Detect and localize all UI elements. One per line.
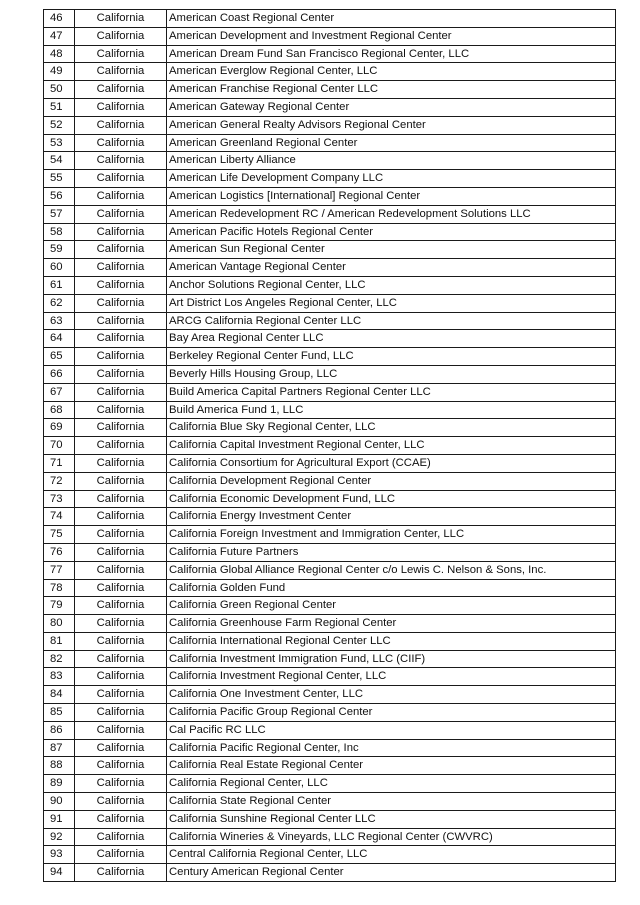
center-name-cell: California Energy Investment Center [167,508,616,526]
row-number-cell: 64 [44,330,75,348]
state-cell: California [75,348,167,366]
table-row [44,615,616,633]
state-cell: California [75,312,167,330]
table-row [44,365,616,383]
table-row [44,205,616,223]
state-cell: California [75,668,167,686]
row-number-cell: 81 [44,632,75,650]
table-row [44,543,616,561]
center-name-cell: California Consortium for Agricultural Export (CCAE) [167,454,616,472]
row-number-cell: 77 [44,561,75,579]
row-number-cell: 78 [44,579,75,597]
table-row [44,419,616,437]
state-cell: California [75,561,167,579]
center-name-cell: American Everglow Regional Center, LLC [167,63,616,81]
table-row [44,294,616,312]
table-row [44,526,616,544]
table-row [44,775,616,793]
state-cell: California [75,241,167,259]
state-cell: California [75,579,167,597]
center-name-cell: California Investment Regional Center, LLC [167,668,616,686]
center-name-cell: California Golden Fund [167,579,616,597]
state-cell: California [75,793,167,811]
row-number-cell: 63 [44,312,75,330]
table-row [44,241,616,259]
state-cell: California [75,597,167,615]
center-name-cell: American Vantage Regional Center [167,259,616,277]
state-cell: California [75,543,167,561]
row-number-cell: 86 [44,721,75,739]
row-number-cell: 62 [44,294,75,312]
table-row [44,10,616,28]
row-number-cell: 48 [44,45,75,63]
state-cell: California [75,508,167,526]
table-row [44,27,616,45]
table-row [44,864,616,882]
center-name-cell: California Foreign Investment and Immigration Center, LLC [167,526,616,544]
center-name-cell: American Sun Regional Center [167,241,616,259]
table-row [44,63,616,81]
center-name-cell: California Regional Center, LLC [167,775,616,793]
state-cell: California [75,10,167,28]
row-number-cell: 69 [44,419,75,437]
center-name-cell: California Global Alliance Regional Center c/o Lewis C. Nelson & Sons, Inc. [167,561,616,579]
row-number-cell: 79 [44,597,75,615]
table-row [44,490,616,508]
center-name-cell: Build America Capital Partners Regional Center LLC [167,383,616,401]
center-name-cell: California Sunshine Regional Center LLC [167,810,616,828]
table-row [44,383,616,401]
table-row [44,668,616,686]
row-number-cell: 50 [44,81,75,99]
state-cell: California [75,437,167,455]
center-name-cell: American Coast Regional Center [167,10,616,28]
row-number-cell: 83 [44,668,75,686]
row-number-cell: 84 [44,686,75,704]
center-name-cell: Bay Area Regional Center LLC [167,330,616,348]
state-cell: California [75,365,167,383]
row-number-cell: 49 [44,63,75,81]
row-number-cell: 74 [44,508,75,526]
table-row [44,686,616,704]
row-number-cell: 68 [44,401,75,419]
state-cell: California [75,294,167,312]
table-row [44,116,616,134]
center-name-cell: California Wineries & Vineyards, LLC Regional Center (CWVRC) [167,828,616,846]
center-name-cell: California Green Regional Center [167,597,616,615]
state-cell: California [75,632,167,650]
row-number-cell: 52 [44,116,75,134]
row-number-cell: 80 [44,615,75,633]
center-name-cell: American General Realty Advisors Regional Center [167,116,616,134]
table-row [44,632,616,650]
row-number-cell: 53 [44,134,75,152]
center-name-cell: American Liberty Alliance [167,152,616,170]
state-cell: California [75,330,167,348]
table-row [44,170,616,188]
center-name-cell: California Greenhouse Farm Regional Center [167,615,616,633]
row-number-cell: 47 [44,27,75,45]
table-row [44,472,616,490]
state-cell: California [75,401,167,419]
table-row [44,597,616,615]
center-name-cell: California Real Estate Regional Center [167,757,616,775]
row-number-cell: 65 [44,348,75,366]
center-name-cell: Berkeley Regional Center Fund, LLC [167,348,616,366]
state-cell: California [75,721,167,739]
row-number-cell: 72 [44,472,75,490]
state-cell: California [75,704,167,722]
center-name-cell: American Franchise Regional Center LLC [167,81,616,99]
table-row [44,81,616,99]
state-cell: California [75,454,167,472]
center-name-cell: California One Investment Center, LLC [167,686,616,704]
state-cell: California [75,846,167,864]
row-number-cell: 85 [44,704,75,722]
state-cell: California [75,775,167,793]
state-cell: California [75,526,167,544]
row-number-cell: 66 [44,365,75,383]
row-number-cell: 67 [44,383,75,401]
table-row [44,810,616,828]
table-row [44,98,616,116]
state-cell: California [75,686,167,704]
table-row [44,508,616,526]
center-name-cell: California International Regional Center LLC [167,632,616,650]
row-number-cell: 94 [44,864,75,882]
center-name-cell: Century American Regional Center [167,864,616,882]
row-number-cell: 75 [44,526,75,544]
table-row [44,401,616,419]
state-cell: California [75,739,167,757]
state-cell: California [75,170,167,188]
row-number-cell: 76 [44,543,75,561]
table-row [44,793,616,811]
state-cell: California [75,864,167,882]
center-name-cell: American Pacific Hotels Regional Center [167,223,616,241]
state-cell: California [75,223,167,241]
center-name-cell: American Life Development Company LLC [167,170,616,188]
table-row [44,187,616,205]
row-number-cell: 89 [44,775,75,793]
table-row [44,312,616,330]
table-row [44,579,616,597]
center-name-cell: California Development Regional Center [167,472,616,490]
state-cell: California [75,27,167,45]
table-row [44,152,616,170]
state-cell: California [75,81,167,99]
center-name-cell: American Development and Investment Regional Center [167,27,616,45]
state-cell: California [75,490,167,508]
center-name-cell: California Pacific Regional Center, Inc [167,739,616,757]
state-cell: California [75,116,167,134]
state-cell: California [75,472,167,490]
table-row [44,330,616,348]
row-number-cell: 71 [44,454,75,472]
table-row [44,454,616,472]
center-name-cell: American Dream Fund San Francisco Regional Center, LLC [167,45,616,63]
center-name-cell: American Greenland Regional Center [167,134,616,152]
center-name-cell: California Investment Immigration Fund, LLC (CIIF) [167,650,616,668]
table-row [44,134,616,152]
row-number-cell: 92 [44,828,75,846]
center-name-cell: American Redevelopment RC / American Redevelopment Solutions LLC [167,205,616,223]
table-row [44,828,616,846]
table-row [44,348,616,366]
row-number-cell: 88 [44,757,75,775]
table-row [44,650,616,668]
table-row [44,561,616,579]
center-name-cell: ARCG California Regional Center LLC [167,312,616,330]
row-number-cell: 54 [44,152,75,170]
state-cell: California [75,810,167,828]
center-name-cell: California Future Partners [167,543,616,561]
center-name-cell: American Gateway Regional Center [167,98,616,116]
table-body [44,10,616,882]
row-number-cell: 59 [44,241,75,259]
state-cell: California [75,615,167,633]
state-cell: California [75,276,167,294]
row-number-cell: 90 [44,793,75,811]
table-row [44,259,616,277]
state-cell: California [75,650,167,668]
state-cell: California [75,757,167,775]
row-number-cell: 70 [44,437,75,455]
state-cell: California [75,63,167,81]
state-cell: California [75,152,167,170]
row-number-cell: 73 [44,490,75,508]
state-cell: California [75,828,167,846]
row-number-cell: 57 [44,205,75,223]
table-row [44,846,616,864]
center-name-cell: American Logistics [International] Regional Center [167,187,616,205]
table-row [44,276,616,294]
state-cell: California [75,98,167,116]
state-cell: California [75,419,167,437]
row-number-cell: 93 [44,846,75,864]
row-number-cell: 56 [44,187,75,205]
center-name-cell: California Pacific Group Regional Center [167,704,616,722]
center-name-cell: California Capital Investment Regional Center, LLC [167,437,616,455]
table-row [44,757,616,775]
row-number-cell: 51 [44,98,75,116]
center-name-cell: Beverly Hills Housing Group, LLC [167,365,616,383]
row-number-cell: 82 [44,650,75,668]
state-cell: California [75,205,167,223]
regional-center-table [43,9,616,882]
center-name-cell: Cal Pacific RC LLC [167,721,616,739]
center-name-cell: California Blue Sky Regional Center, LLC [167,419,616,437]
table-row [44,45,616,63]
center-name-cell: California State Regional Center [167,793,616,811]
state-cell: California [75,259,167,277]
table-row [44,704,616,722]
center-name-cell: Build America Fund 1, LLC [167,401,616,419]
center-name-cell: California Economic Development Fund, LLC [167,490,616,508]
state-cell: California [75,187,167,205]
row-number-cell: 55 [44,170,75,188]
state-cell: California [75,45,167,63]
row-number-cell: 91 [44,810,75,828]
row-number-cell: 46 [44,10,75,28]
center-name-cell: Anchor Solutions Regional Center, LLC [167,276,616,294]
center-name-cell: Central California Regional Center, LLC [167,846,616,864]
row-number-cell: 58 [44,223,75,241]
table-row [44,739,616,757]
table-row [44,223,616,241]
row-number-cell: 60 [44,259,75,277]
state-cell: California [75,134,167,152]
table-row [44,437,616,455]
table-row [44,721,616,739]
row-number-cell: 87 [44,739,75,757]
state-cell: California [75,383,167,401]
row-number-cell: 61 [44,276,75,294]
center-name-cell: Art District Los Angeles Regional Center, LLC [167,294,616,312]
